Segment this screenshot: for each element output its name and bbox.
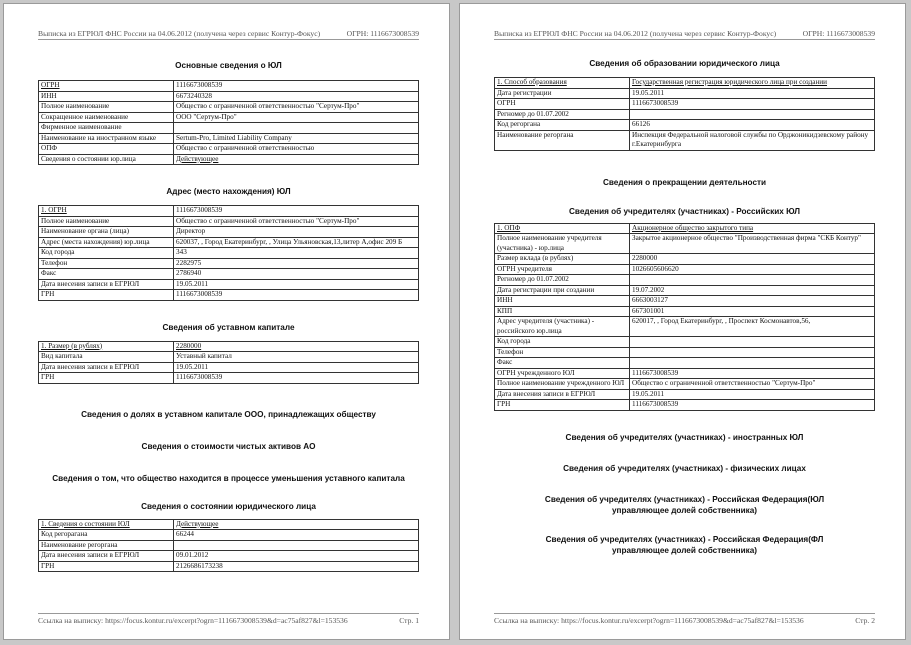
field-label: ГРН — [39, 373, 174, 384]
field-value: Общество с ограниченной ответственностью "Сертум-Про" — [630, 379, 875, 390]
table-row — [495, 234, 875, 254]
field-label: ИНН — [495, 296, 630, 307]
field-label: ГРН — [495, 400, 630, 411]
table-row — [39, 561, 419, 572]
field-value: Директор — [174, 227, 419, 238]
header-ogrn: ОГРН: 1116673008539 — [346, 29, 419, 38]
page-number: Стр. 2 — [855, 616, 875, 625]
field-label: Код города — [495, 337, 630, 348]
field-value: 19.05.2011 — [630, 389, 875, 400]
field-label: Сокращенное наименование — [39, 112, 174, 123]
field-value: 6673240328 — [174, 91, 419, 102]
field-label: ОГРН — [495, 99, 630, 110]
table-row — [495, 389, 875, 400]
table-row — [495, 120, 875, 131]
field-label: Наименование регоргана — [495, 130, 630, 150]
table-row — [39, 290, 419, 301]
field-label: ГРН — [39, 561, 174, 572]
field-value: Государственная регистрация юридического лица при создании — [630, 78, 875, 89]
table-row — [495, 254, 875, 265]
field-value: 19.07.2002 — [630, 285, 875, 296]
field-value: Sertum-Pro, Limited Liability Company — [174, 133, 419, 144]
field-label: Факс — [495, 358, 630, 369]
field-label: Дата регистрации — [495, 88, 630, 99]
field-value — [630, 358, 875, 369]
table-row — [39, 530, 419, 541]
capital-reduction-title: Сведения о том, что общество находится в процессе уменьшения уставного капитала — [52, 473, 405, 483]
field-label: Телефон — [39, 258, 174, 269]
field-value: 1116673008539 — [174, 206, 419, 217]
field-value: Общество с ограниченной ответственностью "Сертум-Про" — [174, 216, 419, 227]
field-label: Фирменное наименование — [39, 123, 174, 134]
field-label: ИНН — [39, 91, 174, 102]
main-info-title: Основные сведения о ЮЛ — [175, 61, 282, 70]
field-value: 667301001 — [630, 306, 875, 317]
field-value: 2280000 — [174, 341, 419, 352]
table-row — [39, 154, 419, 165]
page-2-content — [494, 58, 875, 556]
field-value: Уставный капитал — [174, 352, 419, 363]
field-value: 620017, , Город Екатеринбург, , Проспект Космонавтов,56, — [630, 317, 875, 337]
field-value: 19.05.2011 — [630, 88, 875, 99]
field-label: Регномер до 01.07.2002 — [495, 109, 630, 120]
table-row — [495, 337, 875, 348]
table-row — [39, 258, 419, 269]
table-row — [39, 123, 419, 134]
field-value: 1116673008539 — [174, 81, 419, 92]
field-value — [630, 337, 875, 348]
table-row — [39, 237, 419, 248]
field-value: 1116673008539 — [630, 368, 875, 379]
field-value: 2786940 — [174, 269, 419, 280]
field-label: Регномер до 01.07.2002 — [495, 275, 630, 286]
field-value: 6663003127 — [630, 296, 875, 307]
footer-link[interactable]: Ссылка на выписку: https://focus.kontur.ru/excerpt?ogrn=1116673008539&d=ac75af827&l=153536 — [494, 616, 804, 625]
field-label: 1. ОГРН — [39, 206, 174, 217]
page-header — [494, 29, 875, 40]
field-value — [174, 540, 419, 551]
field-value — [630, 275, 875, 286]
field-value — [174, 123, 419, 134]
table-row — [495, 317, 875, 337]
field-value: 2282975 — [174, 258, 419, 269]
field-label: ОГРН учрежденного ЮЛ — [495, 368, 630, 379]
field-label: Факс — [39, 269, 174, 280]
field-label: ОПФ — [39, 144, 174, 155]
table-row — [39, 227, 419, 238]
table-row — [39, 112, 419, 123]
table-row — [495, 285, 875, 296]
founders-rf-ul-title: Сведения об учредителях (участниках) - Российская Федерация(ЮЛ управляющее долей собственника) — [544, 494, 825, 515]
field-label: 1. Способ образования — [495, 78, 630, 89]
page-footer — [494, 613, 875, 625]
document-page-1 — [3, 3, 450, 640]
table-row — [39, 362, 419, 373]
table-row — [495, 264, 875, 275]
field-label: Код города — [39, 248, 174, 259]
field-label: Размер вклада (в рублях) — [495, 254, 630, 265]
field-label: Полное наименование учрежденного ЮЛ — [495, 379, 630, 390]
field-label: Сведения о состоянии юр.лица — [39, 154, 174, 165]
table-row — [39, 279, 419, 290]
address-table — [38, 205, 419, 301]
field-label: ГРН — [39, 290, 174, 301]
field-value: Действующее — [174, 154, 419, 165]
table-row — [495, 347, 875, 358]
address-title: Адрес (место нахождения) ЮЛ — [166, 187, 291, 196]
table-row — [495, 78, 875, 89]
table-row — [495, 99, 875, 110]
table-row — [495, 223, 875, 234]
page-1-content — [38, 54, 419, 572]
table-row — [39, 519, 419, 530]
table-row — [495, 88, 875, 99]
field-value: 343 — [174, 248, 419, 259]
field-value — [630, 347, 875, 358]
field-label: КПП — [495, 306, 630, 317]
field-label: Код регорагана — [39, 530, 174, 541]
table-row — [495, 275, 875, 286]
state-table — [38, 519, 419, 573]
field-label: Вид капитала — [39, 352, 174, 363]
field-label: Дата внесения записи в ЕГРЮЛ — [39, 362, 174, 373]
field-value: 1116673008539 — [174, 290, 419, 301]
field-value — [630, 109, 875, 120]
main-info-table — [38, 80, 419, 165]
field-value: ООО "Сертум-Про" — [174, 112, 419, 123]
table-row — [495, 379, 875, 390]
table-row — [495, 400, 875, 411]
table-row — [39, 248, 419, 259]
table-row — [39, 341, 419, 352]
field-value: Общество с ограниченной ответственностью "Сертум-Про" — [174, 102, 419, 113]
footer-link[interactable]: Ссылка на выписку: https://focus.kontur.ru/excerpt?ogrn=1116673008539&d=ac75af827&l=153536 — [38, 616, 348, 625]
table-row — [495, 358, 875, 369]
capital-table — [38, 341, 419, 384]
document-page-2 — [459, 3, 906, 640]
table-row — [495, 130, 875, 150]
field-label: Наименование на иностранном языке — [39, 133, 174, 144]
table-row — [495, 296, 875, 307]
field-label: 1. Размер (в рублях) — [39, 341, 174, 352]
table-row — [39, 551, 419, 562]
field-value: 19.05.2011 — [174, 279, 419, 290]
table-row — [39, 373, 419, 384]
field-value: 1116673008539 — [630, 99, 875, 110]
field-label: Дата внесения записи в ЕГРЮЛ — [495, 389, 630, 400]
page-number: Стр. 1 — [399, 616, 419, 625]
field-value: 2126686173238 — [174, 561, 419, 572]
field-label: ОГРН — [39, 81, 174, 92]
field-value: 2280000 — [630, 254, 875, 265]
field-label: Полное наименование — [39, 216, 174, 227]
header-source: Выписка из ЕГРЮЛ ФНС России на 04.06.2012 (получена через сервис Контур-Фокус) — [494, 29, 777, 38]
field-label: Адрес (места нахождения) юр.лица — [39, 237, 174, 248]
table-row — [495, 306, 875, 317]
table-row — [39, 269, 419, 280]
state-title: Сведения о состоянии юридического лица — [141, 501, 316, 511]
field-value: 19.05.2011 — [174, 362, 419, 373]
field-value: Закрытое акционерное общество "Производственная фирма "СКБ Контур" — [630, 234, 875, 254]
table-row — [39, 133, 419, 144]
table-row — [39, 352, 419, 363]
termination-title: Сведения о прекращении деятельности — [602, 177, 767, 187]
formation-title: Сведения об образовании юридического лица — [589, 59, 780, 68]
field-value: Инспекция Федеральной налоговой службы по Орджоникидзевскому району г.Екатеринбурга — [630, 130, 875, 150]
table-row — [495, 368, 875, 379]
field-value: 66126 — [630, 120, 875, 131]
field-label: Адрес учредителя (участника) - российского юр.лица — [495, 317, 630, 337]
field-value: 1116673008539 — [630, 400, 875, 411]
table-row — [39, 91, 419, 102]
field-value: 1116673008539 — [174, 373, 419, 384]
table-row — [39, 81, 419, 92]
field-label: Дата регистрации при создании — [495, 285, 630, 296]
shares-title: Сведения о долях в уставном капитале ООО, принадлежащих обществу — [81, 409, 376, 419]
field-label: Наименование органа (лица) — [39, 227, 174, 238]
formation-table — [494, 77, 875, 151]
field-label: 1. ОПФ — [495, 223, 630, 234]
field-label: Код регоргана — [495, 120, 630, 131]
header-source: Выписка из ЕГРЮЛ ФНС России на 04.06.2012 (получена через сервис Контур-Фокус) — [38, 29, 321, 38]
field-value: 66244 — [174, 530, 419, 541]
field-label: Дата внесения записи в ЕГРЮЛ — [39, 279, 174, 290]
field-label: Полное наименование учредителя (участника) - юр.лица — [495, 234, 630, 254]
page-footer — [38, 613, 419, 625]
founders-ru-title: Сведения об учредителях (участниках) - Российских ЮЛ — [568, 206, 801, 216]
field-value: 620037, , Город Екатеринбург, , Улица Ульяновская,13,литер А,офис 209 Б — [174, 237, 419, 248]
page-header — [38, 29, 419, 40]
field-label: Телефон — [495, 347, 630, 358]
table-row — [495, 109, 875, 120]
field-label: Дата внесения записи в ЕГРЮЛ — [39, 551, 174, 562]
founders-individuals-title: Сведения об учредителях (участниках) - физических лицах — [563, 463, 806, 473]
field-label: Наименование регоргана — [39, 540, 174, 551]
field-value: 09.01.2012 — [174, 551, 419, 562]
founders-rf-fl-title: Сведения об учредителях (участниках) - Российская Федерация(ФЛ управляющее долей собственника) — [545, 534, 824, 555]
field-label: Полное наименование — [39, 102, 174, 113]
table-row — [39, 144, 419, 155]
field-label: 1. Сведения о состоянии ЮЛ — [39, 519, 174, 530]
table-row — [39, 540, 419, 551]
founders-foreign-title: Сведения об учредителях (участниках) - иностранных ЮЛ — [565, 432, 804, 442]
net-assets-title: Сведения о стоимости чистых активов АО — [141, 441, 316, 451]
field-label: ОГРН учредителя — [495, 264, 630, 275]
table-row — [39, 216, 419, 227]
field-value: Акционерное общество закрытого типа — [630, 223, 875, 234]
capital-title: Сведения об уставном капитале — [162, 322, 295, 332]
header-ogrn: ОГРН: 1116673008539 — [802, 29, 875, 38]
table-row — [39, 206, 419, 217]
field-value: Общество с ограниченной ответственностью — [174, 144, 419, 155]
field-value: Действующее — [174, 519, 419, 530]
table-row — [39, 102, 419, 113]
field-value: 1026605606620 — [630, 264, 875, 275]
founders-ru-table — [494, 223, 875, 411]
